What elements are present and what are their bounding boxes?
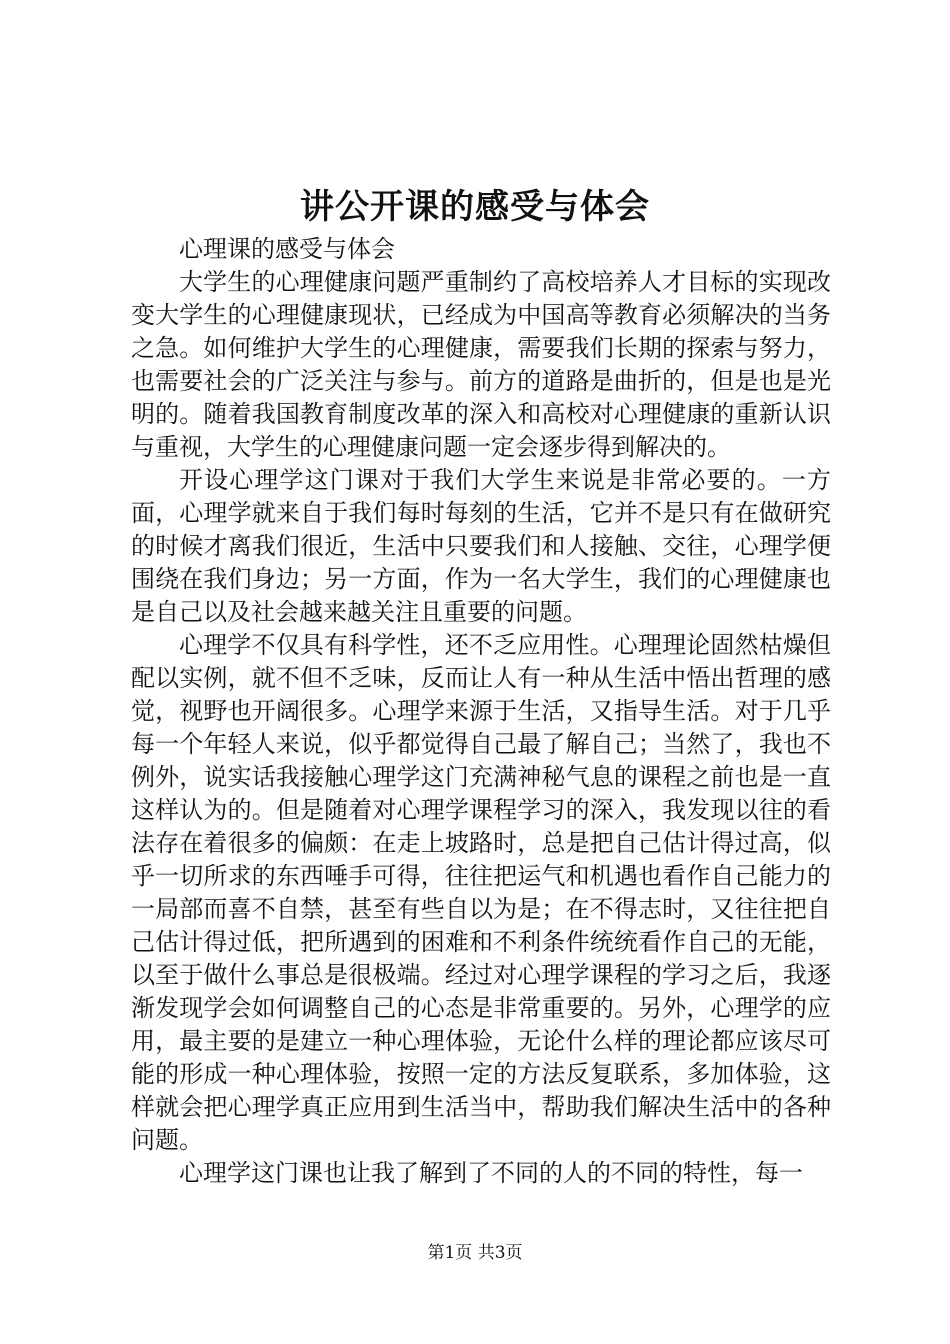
paragraph-3: 心理学不仅具有科学性，还不乏应用性。心理理论固然枯燥但配以实例，就不但不乏味，反而让人有一种从生活中悟出哲理的感觉，视野也开阔很多。心理学来源于生活，又指导生活。对于几乎每一个年轻人来说，似乎都觉得自己最了解自己；当然了，我也不例外，说实话我接触心理学这门充满神秘气息的课程之前也是一直这样认为的。但是随着对心理学课程学习的深入，我发现以往的看法存在着很多的偏颇：在走上坡路时，总是把自己估计得过高，似乎一切所求的东西唾手可得，往往把运气和机遇也看作自己能力的一局部而喜不自禁，甚至有些自以为是；在不得志时，又往往把自己估计得过低，把所遇到的困难和不利条件统统看作自己的无能，以至于做什么事总是很极端。经过对心理学课程的学习之后，我逐渐发现学会如何调整自己的心态是非常重要的。另外，心理学的应用，最主要的是建立一种心理体验，无论什么样的理论都应该尽可能的形成一种心理体验，按照一定的方法反复联系，多加体验，这样就会把心理学真正应用到生活当中，帮助我们解决生活中的各种问题。 bbox=[131, 631, 831, 1154]
page-number-footer: 第1页 共3页 bbox=[427, 1243, 523, 1263]
paragraph-1: 大学生的心理健康问题严重制约了高校培养人才目标的实现改变大学生的心理健康现状，已经成为中国高等教育必须解决的当务之急。如何维护大学生的心理健康，需要我们长期的探索与努力，也需要社会的广泛关注与参与。前方的道路是曲折的，但是也是光明的。随着我国教育制度改革的深入和高校对心理健康的重新认识与重视，大学生的心理健康问题一定会逐步得到解决的。 bbox=[131, 268, 831, 461]
document-subtitle: 心理课的感受与体会 bbox=[179, 235, 395, 263]
paragraph-2: 开设心理学这门课对于我们大学生来说是非常必要的。一方面，心理学就来自于我们每时每刻的生活，它并不是只有在做研究的时候才离我们很近，生活中只要我们和人接触、交往，心理学便围绕在我们身边；另一方面，作为一名大学生，我们的心理健康也是自己以及社会越来越关注且重要的问题。 bbox=[131, 466, 831, 626]
document-body bbox=[131, 233, 831, 1190]
paragraph-4: 心理学这门课也让我了解到了不同的人的不同的特性，每一 bbox=[179, 1159, 803, 1187]
document-title: 讲公开课的感受与体会 bbox=[300, 187, 650, 227]
